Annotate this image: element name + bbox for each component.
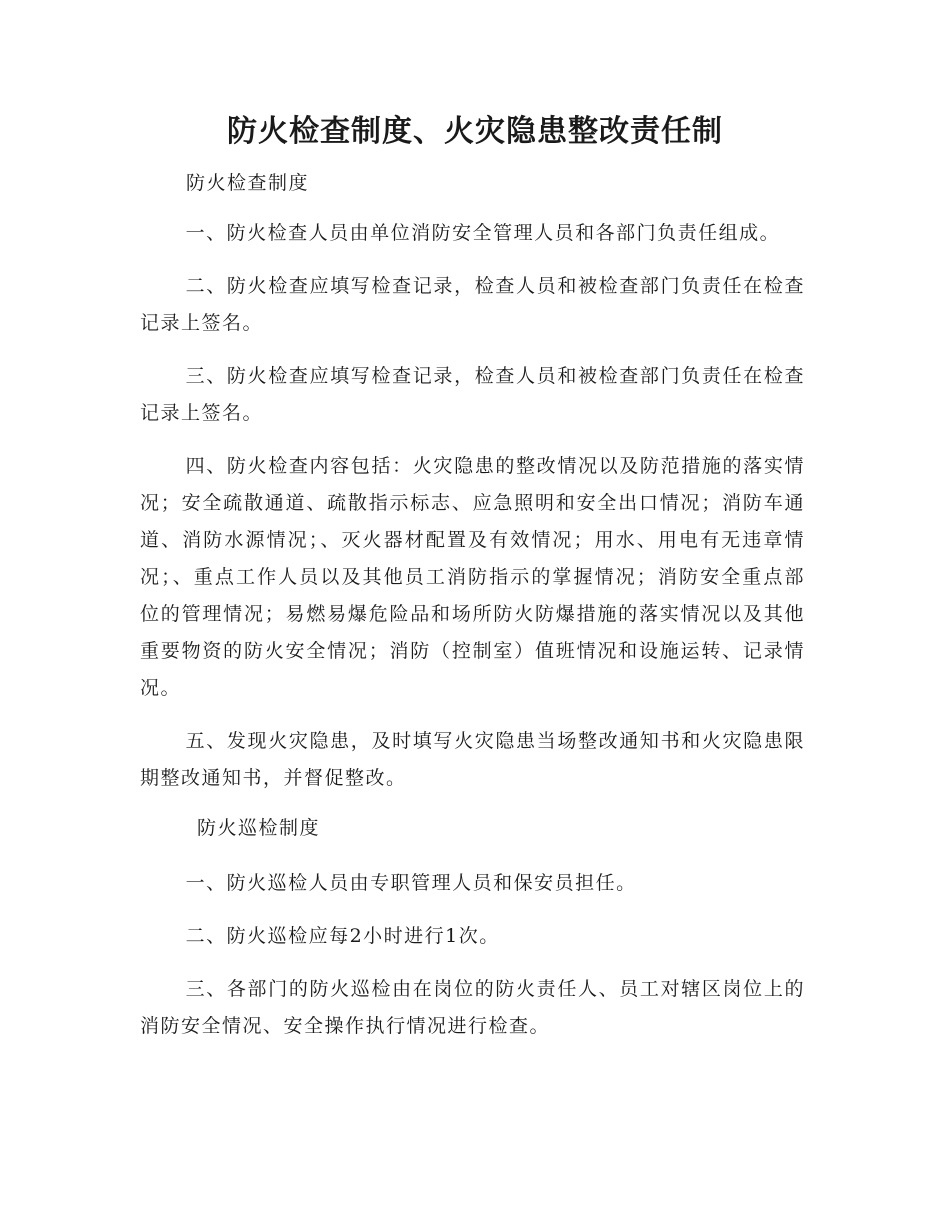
paragraph: 三、防火检查应填写检查记录，检查人员和被检查部门负责任在检查记录上签名。 — [140, 365, 805, 424]
document-title: 防火检查制度、火灾隐患整改责任制 — [227, 114, 723, 149]
section-heading-fire-patrol: 防火巡检制度 — [197, 817, 321, 839]
document-body — [140, 168, 805, 1045]
paragraph: 一、防火巡检人员由专职管理人员和保安员担任。 — [185, 872, 637, 894]
paragraph: 三、各部门的防火巡检由在岗位的防火责任人、员工对辖区岗位上的消防安全情况、安全操作执行情况进行检查。 — [140, 978, 805, 1037]
paragraph: 二、防火巡检应每2小时进行1次。 — [185, 925, 500, 947]
paragraph: 二、防火检查应填写检查记录，检查人员和被检查部门负责任在检查记录上签名。 — [140, 275, 805, 334]
paragraph: 五、发现火灾隐患，及时填写火灾隐患当场整改通知书和火灾隐患限期整改通知书，并督促整改。 — [140, 730, 805, 789]
section-heading-fire-inspection: 防火检查制度 — [186, 172, 310, 194]
paragraph: 四、防火检查内容包括：火灾隐患的整改情况以及防范措施的落实情况；安全疏散通道、疏散指示标志、应急照明和安全出口情况；消防车通道、消防水源情况；、灭火器材配置及有效情况；用水、用电有无违章情况；、重点工作人员以及其他员工消防指示的掌握情况；消防安全重点部位的管理情况；易燃易爆危险品和场所防火防爆措施的落实情况以及其他重要物资的防火安全情况；消防（控制室）值班情况和设施运转、记录情况。 — [140, 455, 805, 699]
paragraph: 一、防火检查人员由单位消防安全管理人员和各部门负责任组成。 — [185, 222, 781, 244]
